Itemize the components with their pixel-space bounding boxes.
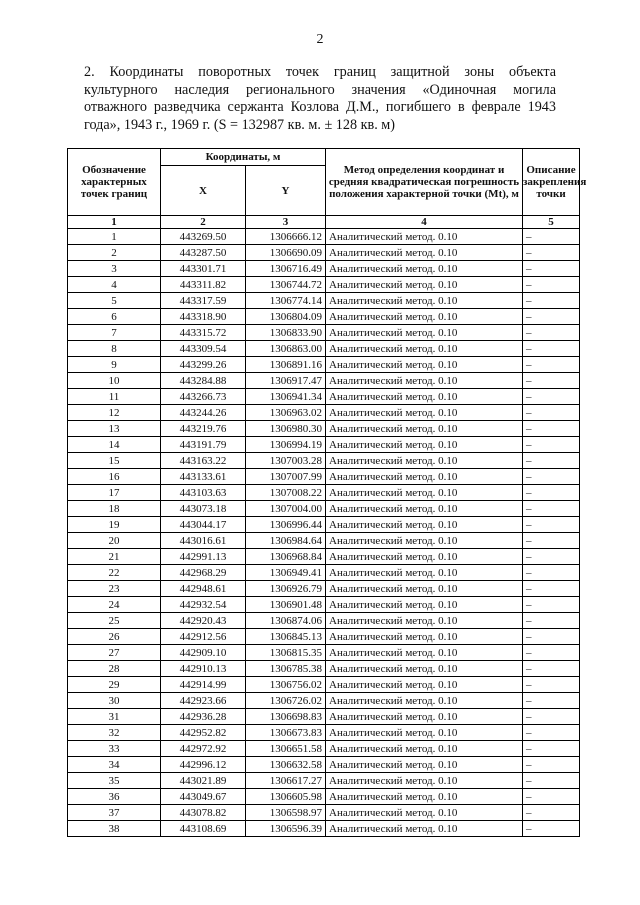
x-coordinate-cell: 443318.90: [161, 309, 246, 325]
method-cell: Аналитический метод. 0.10: [326, 725, 523, 741]
y-coordinate-cell: 1306996.44: [246, 517, 326, 533]
x-coordinate-cell: 442923.66: [161, 693, 246, 709]
point-number-cell: 11: [68, 389, 161, 405]
description-cell: –: [523, 373, 580, 389]
x-coordinate-cell: 442936.28: [161, 709, 246, 725]
table-row: [68, 245, 580, 261]
method-cell: Аналитический метод. 0.10: [326, 405, 523, 421]
method-cell: Аналитический метод. 0.10: [326, 245, 523, 261]
y-coordinate-cell: 1306917.47: [246, 373, 326, 389]
point-number-cell: 14: [68, 437, 161, 453]
x-coordinate-cell: 443016.61: [161, 533, 246, 549]
method-cell: Аналитический метод. 0.10: [326, 789, 523, 805]
y-coordinate-cell: 1306968.84: [246, 549, 326, 565]
y-coordinate-cell: 1306845.13: [246, 629, 326, 645]
y-coordinate-cell: 1306984.64: [246, 533, 326, 549]
point-number-cell: 13: [68, 421, 161, 437]
method-cell: Аналитический метод. 0.10: [326, 229, 523, 245]
description-cell: –: [523, 389, 580, 405]
description-cell: –: [523, 725, 580, 741]
header-x: X: [161, 166, 246, 216]
table-row: [68, 565, 580, 581]
x-coordinate-cell: 443021.89: [161, 773, 246, 789]
table-row: [68, 805, 580, 821]
coordinates-table: [67, 148, 587, 837]
y-coordinate-cell: 1306941.34: [246, 389, 326, 405]
description-cell: –: [523, 501, 580, 517]
x-coordinate-cell: 442972.92: [161, 741, 246, 757]
method-cell: Аналитический метод. 0.10: [326, 501, 523, 517]
x-coordinate-cell: 443244.26: [161, 405, 246, 421]
y-coordinate-cell: 1306901.48: [246, 597, 326, 613]
section-heading: [84, 64, 556, 134]
point-number-cell: 25: [68, 613, 161, 629]
method-cell: Аналитический метод. 0.10: [326, 597, 523, 613]
point-number-cell: 9: [68, 357, 161, 373]
y-coordinate-cell: 1306598.97: [246, 805, 326, 821]
point-number-cell: 17: [68, 485, 161, 501]
description-cell: –: [523, 645, 580, 661]
method-cell: Аналитический метод. 0.10: [326, 517, 523, 533]
method-cell: Аналитический метод. 0.10: [326, 325, 523, 341]
description-cell: –: [523, 437, 580, 453]
description-cell: –: [523, 805, 580, 821]
method-cell: Аналитический метод. 0.10: [326, 645, 523, 661]
point-number-cell: 31: [68, 709, 161, 725]
point-number-cell: 36: [68, 789, 161, 805]
x-coordinate-cell: 443315.72: [161, 325, 246, 341]
method-cell: Аналитический метод. 0.10: [326, 389, 523, 405]
description-cell: –: [523, 773, 580, 789]
point-number-cell: 4: [68, 277, 161, 293]
method-cell: Аналитический метод. 0.10: [326, 309, 523, 325]
table-row: [68, 421, 580, 437]
point-number-cell: 16: [68, 469, 161, 485]
method-cell: Аналитический метод. 0.10: [326, 629, 523, 645]
y-coordinate-cell: 1306756.02: [246, 677, 326, 693]
table-row: [68, 645, 580, 661]
y-coordinate-cell: 1306673.83: [246, 725, 326, 741]
table-row: [68, 517, 580, 533]
method-cell: Аналитический метод. 0.10: [326, 437, 523, 453]
method-cell: Аналитический метод. 0.10: [326, 549, 523, 565]
method-cell: Аналитический метод. 0.10: [326, 613, 523, 629]
description-cell: –: [523, 341, 580, 357]
point-number-cell: 2: [68, 245, 161, 261]
table-row: [68, 757, 580, 773]
y-coordinate-cell: 1306596.39: [246, 821, 326, 837]
method-cell: Аналитический метод. 0.10: [326, 277, 523, 293]
method-cell: Аналитический метод. 0.10: [326, 421, 523, 437]
point-number-cell: 18: [68, 501, 161, 517]
description-cell: –: [523, 357, 580, 373]
x-coordinate-cell: 443284.88: [161, 373, 246, 389]
y-coordinate-cell: 1306666.12: [246, 229, 326, 245]
x-coordinate-cell: 443266.73: [161, 389, 246, 405]
x-coordinate-cell: 442912.56: [161, 629, 246, 645]
y-coordinate-cell: 1306891.16: [246, 357, 326, 373]
table-body: [68, 229, 580, 837]
table-row: [68, 581, 580, 597]
page-number: 2: [316, 32, 324, 47]
table-row: [68, 469, 580, 485]
x-coordinate-cell: 443191.79: [161, 437, 246, 453]
table-row: [68, 373, 580, 389]
description-cell: –: [523, 453, 580, 469]
x-coordinate-cell: 442920.43: [161, 613, 246, 629]
description-cell: –: [523, 821, 580, 837]
point-number-cell: 21: [68, 549, 161, 565]
x-coordinate-cell: 443309.54: [161, 341, 246, 357]
table-row: [68, 725, 580, 741]
x-coordinate-cell: 443073.18: [161, 501, 246, 517]
x-coordinate-cell: 443317.59: [161, 293, 246, 309]
method-cell: Аналитический метод. 0.10: [326, 661, 523, 677]
table-row: [68, 773, 580, 789]
x-coordinate-cell: 443049.67: [161, 789, 246, 805]
y-coordinate-cell: 1307003.28: [246, 453, 326, 469]
point-number-cell: 19: [68, 517, 161, 533]
table-row: [68, 437, 580, 453]
x-coordinate-cell: 442948.61: [161, 581, 246, 597]
description-cell: –: [523, 613, 580, 629]
description-cell: –: [523, 757, 580, 773]
description-cell: –: [523, 405, 580, 421]
description-cell: –: [523, 325, 580, 341]
column-number: 3: [246, 216, 326, 229]
y-coordinate-cell: 1306949.41: [246, 565, 326, 581]
point-number-cell: 22: [68, 565, 161, 581]
column-number: 1: [68, 216, 161, 229]
description-cell: –: [523, 549, 580, 565]
y-coordinate-cell: 1306785.38: [246, 661, 326, 677]
point-number-cell: 24: [68, 597, 161, 613]
x-coordinate-cell: 442909.10: [161, 645, 246, 661]
x-coordinate-cell: 443078.82: [161, 805, 246, 821]
y-coordinate-cell: 1306926.79: [246, 581, 326, 597]
x-coordinate-cell: 443163.22: [161, 453, 246, 469]
point-number-cell: 33: [68, 741, 161, 757]
y-coordinate-cell: 1306863.00: [246, 341, 326, 357]
y-coordinate-cell: 1306632.58: [246, 757, 326, 773]
table-row: [68, 485, 580, 501]
point-number-cell: 5: [68, 293, 161, 309]
y-coordinate-cell: 1306874.06: [246, 613, 326, 629]
x-coordinate-cell: 443044.17: [161, 517, 246, 533]
description-cell: –: [523, 661, 580, 677]
description-cell: –: [523, 597, 580, 613]
method-cell: Аналитический метод. 0.10: [326, 293, 523, 309]
table-row: [68, 293, 580, 309]
method-cell: Аналитический метод. 0.10: [326, 341, 523, 357]
y-coordinate-cell: 1307008.22: [246, 485, 326, 501]
method-cell: Аналитический метод. 0.10: [326, 741, 523, 757]
heading-line: года», 1943 г., 1969 г. (S = 132987 кв. м. ± 128 кв. м): [84, 116, 395, 133]
method-cell: Аналитический метод. 0.10: [326, 565, 523, 581]
point-number-cell: 26: [68, 629, 161, 645]
heading-line: отважного разведчика сержанта Козлова Д.М., погибшего в феврале 1943: [84, 99, 556, 115]
x-coordinate-cell: 442910.13: [161, 661, 246, 677]
method-cell: Аналитический метод. 0.10: [326, 821, 523, 837]
point-number-cell: 29: [68, 677, 161, 693]
x-coordinate-cell: 443299.26: [161, 357, 246, 373]
y-coordinate-cell: 1306804.09: [246, 309, 326, 325]
point-number-cell: 23: [68, 581, 161, 597]
table-row: [68, 229, 580, 245]
method-cell: Аналитический метод. 0.10: [326, 677, 523, 693]
description-cell: –: [523, 309, 580, 325]
table-row: [68, 453, 580, 469]
description-cell: –: [523, 629, 580, 645]
table-row: [68, 341, 580, 357]
header-description: Описание закрепления точки: [523, 149, 580, 216]
table-row: [68, 533, 580, 549]
table-row: [68, 661, 580, 677]
table-row: [68, 501, 580, 517]
x-coordinate-cell: 443219.76: [161, 421, 246, 437]
table-row: [68, 741, 580, 757]
method-cell: Аналитический метод. 0.10: [326, 805, 523, 821]
point-number-cell: 28: [68, 661, 161, 677]
table-row: [68, 277, 580, 293]
point-number-cell: 37: [68, 805, 161, 821]
x-coordinate-cell: 442932.54: [161, 597, 246, 613]
point-number-cell: 8: [68, 341, 161, 357]
y-coordinate-cell: 1307007.99: [246, 469, 326, 485]
point-number-cell: 15: [68, 453, 161, 469]
column-number: 4: [326, 216, 523, 229]
description-cell: –: [523, 261, 580, 277]
point-number-cell: 38: [68, 821, 161, 837]
y-coordinate-cell: 1306690.09: [246, 245, 326, 261]
description-cell: –: [523, 565, 580, 581]
method-cell: Аналитический метод. 0.10: [326, 485, 523, 501]
y-coordinate-cell: 1306963.02: [246, 405, 326, 421]
description-cell: –: [523, 709, 580, 725]
method-cell: Аналитический метод. 0.10: [326, 261, 523, 277]
table-row: [68, 261, 580, 277]
table-row: [68, 629, 580, 645]
heading-line: 2. Координаты поворотных точек границ защитной зоны объекта: [84, 64, 556, 80]
x-coordinate-cell: 442991.13: [161, 549, 246, 565]
header-coordinates: Координаты, м: [161, 149, 326, 166]
point-number-cell: 1: [68, 229, 161, 245]
table-row: [68, 597, 580, 613]
y-coordinate-cell: 1306980.30: [246, 421, 326, 437]
x-coordinate-cell: 443311.82: [161, 277, 246, 293]
column-number: 5: [523, 216, 580, 229]
point-number-cell: 27: [68, 645, 161, 661]
table-row: [68, 709, 580, 725]
x-coordinate-cell: 442952.82: [161, 725, 246, 741]
y-coordinate-cell: 1306698.83: [246, 709, 326, 725]
point-number-cell: 20: [68, 533, 161, 549]
y-coordinate-cell: 1306617.27: [246, 773, 326, 789]
y-coordinate-cell: 1306815.35: [246, 645, 326, 661]
description-cell: –: [523, 229, 580, 245]
method-cell: Аналитический метод. 0.10: [326, 757, 523, 773]
y-coordinate-cell: 1306726.02: [246, 693, 326, 709]
y-coordinate-cell: 1306716.49: [246, 261, 326, 277]
description-cell: –: [523, 789, 580, 805]
table-row: [68, 693, 580, 709]
table-row: [68, 309, 580, 325]
heading-line: культурного наследия регионального значения «Одиночная могила: [84, 81, 556, 98]
method-cell: Аналитический метод. 0.10: [326, 773, 523, 789]
description-cell: –: [523, 277, 580, 293]
description-cell: –: [523, 469, 580, 485]
x-coordinate-cell: 442914.99: [161, 677, 246, 693]
table-row: [68, 405, 580, 421]
description-cell: –: [523, 485, 580, 501]
table-row: [68, 325, 580, 341]
description-cell: –: [523, 533, 580, 549]
point-number-cell: 12: [68, 405, 161, 421]
y-coordinate-cell: 1306833.90: [246, 325, 326, 341]
column-number: 2: [161, 216, 246, 229]
method-cell: Аналитический метод. 0.10: [326, 453, 523, 469]
table-row: [68, 389, 580, 405]
point-number-cell: 34: [68, 757, 161, 773]
method-cell: Аналитический метод. 0.10: [326, 357, 523, 373]
description-cell: –: [523, 245, 580, 261]
x-coordinate-cell: 443287.50: [161, 245, 246, 261]
table-row: [68, 613, 580, 629]
y-coordinate-cell: 1306774.14: [246, 293, 326, 309]
y-coordinate-cell: 1307004.00: [246, 501, 326, 517]
point-number-cell: 7: [68, 325, 161, 341]
header-y: Y: [246, 166, 326, 216]
point-number-cell: 30: [68, 693, 161, 709]
description-cell: –: [523, 693, 580, 709]
y-coordinate-cell: 1306744.72: [246, 277, 326, 293]
point-number-cell: 3: [68, 261, 161, 277]
description-cell: –: [523, 293, 580, 309]
y-coordinate-cell: 1306605.98: [246, 789, 326, 805]
method-cell: Аналитический метод. 0.10: [326, 693, 523, 709]
x-coordinate-cell: 443133.61: [161, 469, 246, 485]
y-coordinate-cell: 1306651.58: [246, 741, 326, 757]
point-number-cell: 35: [68, 773, 161, 789]
table-row: [68, 549, 580, 565]
table-row: [68, 357, 580, 373]
description-cell: –: [523, 581, 580, 597]
header-point-designation: Обозначение характерных точек границ: [68, 149, 161, 216]
method-cell: Аналитический метод. 0.10: [326, 373, 523, 389]
description-cell: –: [523, 741, 580, 757]
header-method: Метод определения координат и средняя квадратическая погрешность положения характерной точки (Mt), м: [326, 149, 523, 216]
table-row: [68, 677, 580, 693]
y-coordinate-cell: 1306994.19: [246, 437, 326, 453]
description-cell: –: [523, 421, 580, 437]
x-coordinate-cell: 442968.29: [161, 565, 246, 581]
method-cell: Аналитический метод. 0.10: [326, 581, 523, 597]
x-coordinate-cell: 443103.63: [161, 485, 246, 501]
description-cell: –: [523, 517, 580, 533]
x-coordinate-cell: 443301.71: [161, 261, 246, 277]
x-coordinate-cell: 442996.12: [161, 757, 246, 773]
x-coordinate-cell: 443108.69: [161, 821, 246, 837]
method-cell: Аналитический метод. 0.10: [326, 533, 523, 549]
point-number-cell: 10: [68, 373, 161, 389]
table-row: [68, 821, 580, 837]
point-number-cell: 32: [68, 725, 161, 741]
x-coordinate-cell: 443269.50: [161, 229, 246, 245]
method-cell: Аналитический метод. 0.10: [326, 709, 523, 725]
point-number-cell: 6: [68, 309, 161, 325]
description-cell: –: [523, 677, 580, 693]
table-row: [68, 789, 580, 805]
method-cell: Аналитический метод. 0.10: [326, 469, 523, 485]
